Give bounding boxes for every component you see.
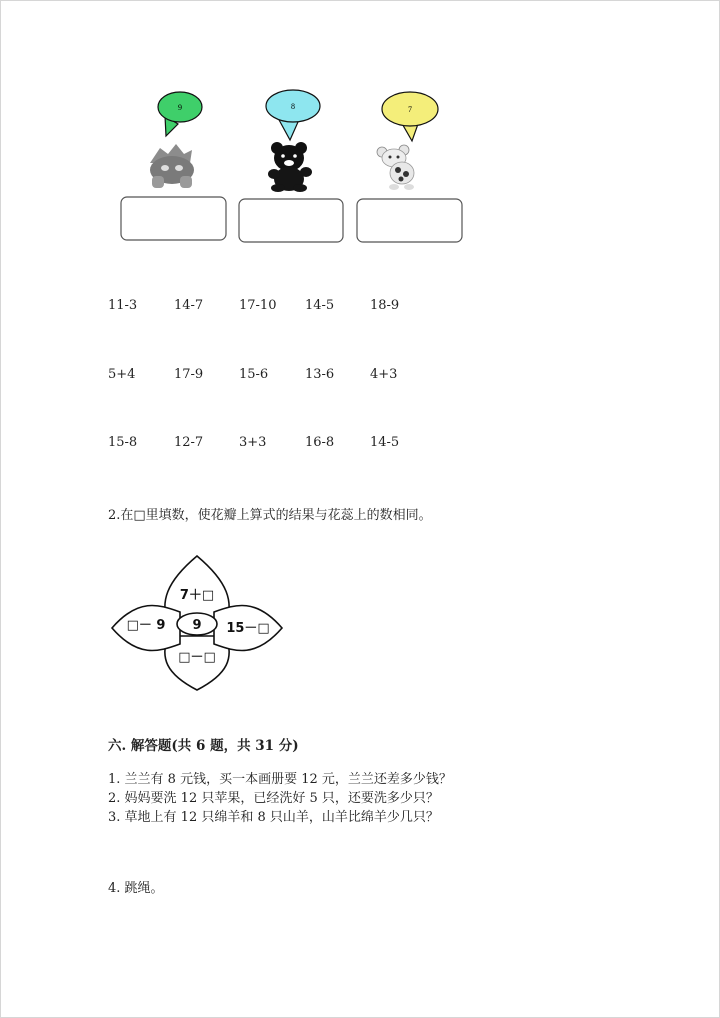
expression: 14-7 [174,298,204,313]
expression: 11-3 [108,298,138,313]
petal-top-expression: 7＋□ [179,588,215,603]
expression-row-3 [0,435,720,455]
question-2-text: 2.在□里填数，使花瓣上算式的结果与花蕊上的数相同。 [108,508,432,523]
expression: 4+3 [370,367,398,382]
answer-box-2[interactable] [239,199,343,242]
flower-center-number: 9 [192,618,202,633]
expression: 13-6 [305,367,335,382]
speech-bubble-3 [382,92,438,141]
speech-bubble-1 [158,92,202,136]
bubble-number-3: 7 [408,105,412,114]
expression: 3+3 [239,435,267,450]
petal-left-expression: □－ 9 [126,618,166,633]
expression: 14-5 [305,298,335,313]
animal-3-icon [377,145,414,190]
expression: 12-7 [174,435,204,450]
animals-figure [110,88,480,258]
expression: 17-9 [174,367,204,382]
section-6-title: 六. 解答题(共 6 题，共 31 分) [108,738,299,754]
answer-box-1[interactable] [121,197,226,240]
expression: 17-10 [239,298,277,313]
question-item: 3. 草地上有 12 只绵羊和 8 只山羊，山羊比绵羊少几只？ [108,810,439,825]
flower-figure [108,552,286,692]
expression-row-1 [0,298,720,318]
petal-bottom-expression: □－□ [178,650,216,665]
bubble-number-2: 8 [291,102,295,111]
bear-icon [268,142,312,192]
speech-bubble-2 [266,90,320,140]
expression: 16-8 [305,435,335,450]
petal-right-expression: 15－□ [226,621,270,636]
expression: 15-8 [108,435,138,450]
expression: 15-6 [239,367,269,382]
question-item: 2. 妈妈要洗 12 只苹果，已经洗好 5 只，还要洗多少只？ [108,791,439,806]
question-item: 1. 兰兰有 8 元钱，买一本画册要 12 元，兰兰还差多少钱？ [108,772,452,787]
expression: 18-9 [370,298,400,313]
animal-1-icon [150,144,194,188]
expression: 5+4 [108,367,136,382]
answer-box-3[interactable] [357,199,462,242]
expression: 14-5 [370,435,400,450]
question-item: 4. 跳绳。 [108,881,164,896]
expression-row-2 [0,367,720,387]
bubble-number-1: 9 [178,103,182,112]
